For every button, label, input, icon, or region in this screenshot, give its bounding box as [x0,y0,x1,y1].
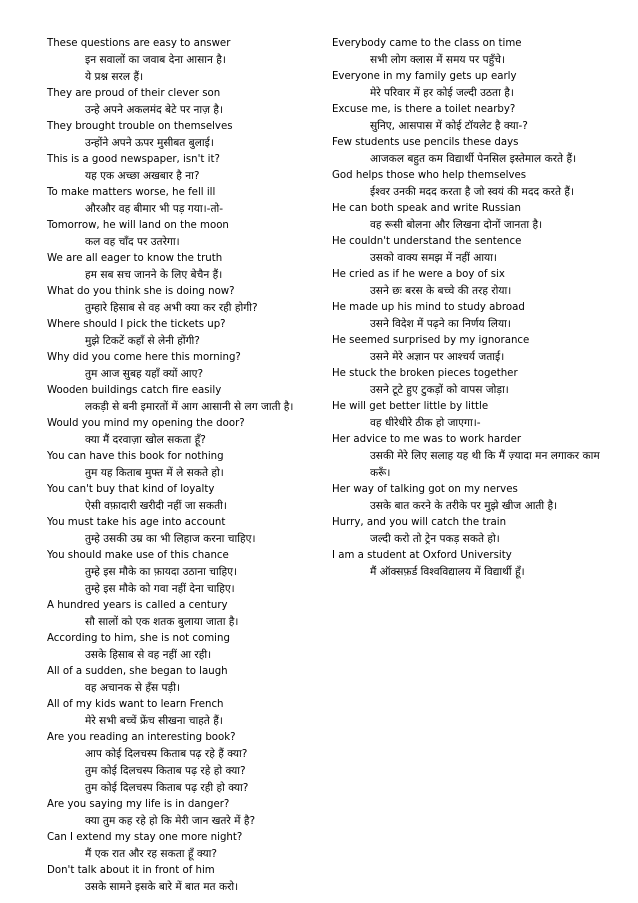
english-sentence: He couldn't understand the sentence [332,236,522,247]
english-sentence: He will get better little by little [332,401,489,412]
hindi-translation: उसके बात करने के तरीके पर मुझे खीज आती है। [370,500,558,512]
hindi-translation: तुम यह किताब मुफ्त में ले सकते हो। [85,467,224,479]
hindi-translation: सभी लोग क्लास में समय पर पहुँचे। [370,54,506,66]
english-sentence: Excuse me, is there a toilet nearby? [332,104,516,115]
english-sentence: To make matters worse, he fell ill [47,187,216,198]
english-sentence: Why did you come here this morning? [47,352,241,363]
hindi-translation: औरऔर वह बीमार भी पड़ गया।-तो- [85,203,224,215]
english-sentence: Everyone in my family gets up early [332,71,517,82]
english-sentence: A hundred years is called a century [47,600,228,611]
english-sentence: You should make use of this chance [47,550,229,561]
english-sentence: Everybody came to the class on time [332,38,522,49]
hindi-translation: मुझे टिकटें कहाँ से लेनी होंगी? [85,335,200,347]
english-sentence: Tomorrow, he will land on the moon [47,220,229,231]
english-sentence: They are proud of their clever son [47,88,221,99]
english-sentence: According to him, she is not coming [47,633,230,644]
hindi-translation: आप कोई दिलचस्प किताब पढ़ रहे हैं क्या? [85,748,248,760]
hindi-translation: उसने टूटे हुए टुकड़ों को वापस जोड़ा। [370,384,509,396]
english-sentence: Can I extend my stay one more night? [47,832,243,843]
english-sentence: He can both speak and write Russian [332,203,521,214]
hindi-translation: वह अचानक से हँस पड़ी। [85,682,180,694]
hindi-translation: उन्होंने अपने ऊपर मुसीबत बुलाई। [85,137,214,149]
hindi-translation: उसकी मेरे लिए सलाह यह थी कि मैं ज़्यादा मन लगाकर काम करूँ। [370,450,600,479]
english-sentence: These questions are easy to answer [47,38,231,49]
english-sentence: You can have this book for nothing [47,451,224,462]
english-sentence: I am a student at Oxford University [332,550,512,561]
english-sentence: He cried as if he were a boy of six [332,269,505,280]
english-sentence: They brought trouble on themselves [47,121,233,132]
hindi-translation: मेरे परिवार में हर कोई जल्दी उठता है। [370,87,514,99]
english-sentence: Are you reading an interesting book? [47,732,236,743]
english-sentence: He seemed surprised by my ignorance [332,335,530,346]
hindi-translation: तुम कोई दिलचस्प किताब पढ़ रही हो क्या? [85,782,249,794]
english-sentence: What do you think she is doing now? [47,286,235,297]
hindi-translation: उसके सामने इसके बारे में बात मत करो। [85,881,239,893]
right-column [332,36,612,581]
english-sentence: He made up his mind to study abroad [332,302,525,313]
hindi-translation: तुम्हे इस मौके को गवा नहीं देना चाहिए। [85,583,235,595]
hindi-translation: क्या तुम कह रहे हो कि मेरी जान खतरे में है? [85,815,256,827]
hindi-translation: हम सब सच जानने के लिए बेचैन हैं। [85,269,223,281]
english-sentence: This is a good newspaper, isn't it? [47,154,220,165]
english-sentence: All of my kids want to learn French [47,699,224,710]
english-sentence: Don't talk about it in front of him [47,865,215,876]
hindi-translation: तुम्हे उसकी उम्र का भी लिहाज करना चाहिए। [85,533,256,545]
hindi-translation: तुम्हारे हिसाब से वह अभी क्या कर रही होगी? [85,302,258,314]
hindi-translation: तुम कोई दिलचस्प किताब पढ़ रहे हो क्या? [85,765,246,777]
hindi-translation: मैं ऑक्सफ़र्ड विश्वविद्यालय में विद्यार्थी हूँ। [370,566,525,578]
english-sentence: We are all eager to know the truth [47,253,223,264]
hindi-translation: कल वह चाँद पर उतरेगा। [85,236,180,248]
hindi-translation: ये प्रश्न सरल हैं। [85,71,144,83]
hindi-translation: जल्दी करो तो ट्रेन पकड़ सकते हो। [370,533,500,545]
hindi-translation: तुम्हे इस मौके का फ़ायदा उठाना चाहिए। [85,566,237,578]
hindi-translation: मेरे सभी बच्चें फ्रेंच सीखना चाहते हैं। [85,715,223,727]
hindi-translation: आजकल बहुत कम विद्यार्थी पेनसिल इस्तेमाल करते हैं। [370,153,577,165]
english-sentence: You can't buy that kind of loyalty [47,484,215,495]
english-sentence: Wooden buildings catch fire easily [47,385,222,396]
hindi-translation: वह रूसी बोलना और लिखना दोनों जानता है। [370,219,543,231]
hindi-translation: उसके हिसाब से वह नहीं आ रही। [85,649,212,661]
hindi-translation: उसने छः बरस के बच्चे की तरह रोया। [370,285,512,297]
hindi-translation: उसने विदेश में पढ़ने का निर्णय लिया। [370,318,511,330]
hindi-translation: उसने मेरे अज्ञान पर आश्चर्य जताई। [370,351,505,363]
hindi-translation: ऐसी वफ़ादारी खरीदी नहीं जा सकती। [85,500,227,512]
english-sentence: Her way of talking got on my nerves [332,484,518,495]
english-sentence: Few students use pencils these days [332,137,519,148]
english-sentence: God helps those who help themselves [332,170,527,181]
english-sentence: He stuck the broken pieces together [332,368,518,379]
hindi-translation: लकड़ी से बनी इमारतों में आग आसानी से लग जाती है। [85,401,294,413]
english-sentence: Hurry, and you will catch the train [332,517,507,528]
left-column [47,36,333,896]
english-sentence: All of a sudden, she began to laugh [47,666,228,677]
hindi-translation: ईश्वर उनकी मदद करता है जो स्वयं की मदद करते हैं। [370,186,574,198]
english-sentence: You must take his age into account [47,517,226,528]
english-sentence: Would you mind my opening the door? [47,418,245,429]
hindi-translation: सौ सालों को एक शतक बुलाया जाता है। [85,616,239,628]
english-sentence: Where should I pick the tickets up? [47,319,226,330]
english-sentence: Are you saying my life is in danger? [47,799,230,810]
english-sentence: Her advice to me was to work harder [332,434,522,445]
hindi-translation: उसको वाक्य समझ में नहीं आया। [370,252,497,264]
hindi-translation: यह एक अच्छा अखबार है ना? [85,170,200,182]
hindi-translation: उन्हे अपने अकलमंद बेटे पर नाज़ है। [85,104,224,116]
hindi-translation: तुम आज सुबह यहाँ क्यों आए? [85,368,204,380]
hindi-translation: मैं एक रात और रह सकता हूँ क्या? [85,848,218,860]
hindi-translation: सुनिए, आसपास में कोई टॉयलेट है क्या-? [370,120,528,132]
hindi-translation: इन सवालों का जवाब देना आसान है। [85,54,226,66]
hindi-translation: वह धीरेधीरे ठीक हो जाएगा।- [370,417,481,429]
hindi-translation: क्या मैं दरवाज़ा खोल सकता हूँ? [85,434,206,446]
